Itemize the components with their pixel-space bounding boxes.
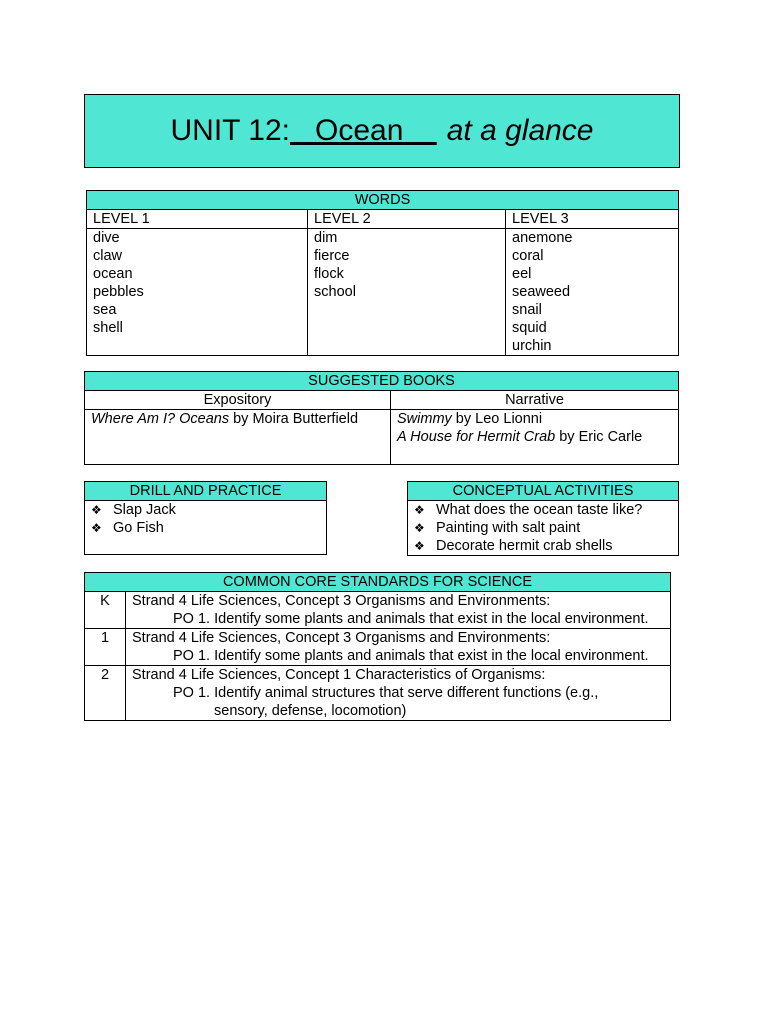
word: seaweed — [512, 284, 571, 300]
conceptual-items — [408, 501, 679, 556]
book-author: by Eric Carle — [555, 429, 643, 445]
bullet-icon: ❖ — [91, 521, 102, 535]
level-2-words — [308, 229, 506, 356]
drill-items — [85, 501, 327, 555]
expository-label: Expository — [85, 391, 391, 410]
list-item — [414, 501, 672, 519]
narrative-books — [391, 410, 679, 465]
level-3-label: LEVEL 3 — [506, 210, 679, 229]
book-title: Where Am I? Oceans — [91, 411, 230, 427]
book-title: Swimmy — [397, 411, 452, 427]
title-suffix: at a glance — [446, 114, 594, 147]
word: ocean — [93, 266, 133, 282]
word: squid — [512, 320, 547, 336]
item-text: Go Fish — [113, 520, 164, 536]
item-text: Decorate hermit crab shells — [436, 538, 613, 554]
list-item — [91, 519, 320, 537]
bullet-icon: ❖ — [414, 521, 425, 535]
book-author: by Moira Butterfield — [229, 411, 359, 427]
word: flock — [314, 266, 344, 282]
book-entry — [397, 428, 672, 446]
standards-table — [84, 572, 671, 721]
grade-cell: 1 — [85, 629, 126, 666]
title-prefix: UNIT 12: — [170, 114, 290, 147]
drill-practice-table — [84, 481, 327, 555]
title-subject: Ocean — [289, 114, 437, 147]
item-text: Painting with salt paint — [436, 520, 581, 536]
expository-books — [85, 410, 391, 465]
book-entry — [91, 410, 384, 428]
book-author: by Leo Lionni — [451, 411, 543, 427]
level-1-words — [87, 229, 308, 356]
list-item — [414, 537, 672, 555]
word: urchin — [512, 338, 552, 354]
word: sea — [93, 302, 117, 318]
drill-heading: DRILL AND PRACTICE — [85, 482, 327, 501]
word: pebbles — [93, 284, 144, 300]
unit-title — [84, 94, 680, 168]
word: fierce — [314, 248, 350, 264]
books-heading: SUGGESTED BOOKS — [85, 372, 679, 391]
conceptual-heading: CONCEPTUAL ACTIVITIES — [408, 482, 679, 501]
list-item — [414, 519, 672, 537]
list-item — [91, 501, 320, 519]
book-title: A House for Hermit Crab — [397, 429, 556, 445]
word: dim — [314, 230, 338, 246]
level-2-label: LEVEL 2 — [308, 210, 506, 229]
word: snail — [512, 302, 542, 318]
word: shell — [93, 320, 123, 336]
word: school — [314, 284, 356, 300]
grade-cell: K — [85, 592, 126, 629]
grade-cell: 2 — [85, 666, 126, 721]
word: claw — [93, 248, 123, 264]
bullet-icon: ❖ — [91, 503, 102, 517]
conceptual-activities-table — [407, 481, 679, 556]
word: dive — [93, 230, 120, 246]
level-1-label: LEVEL 1 — [87, 210, 308, 229]
strand-text: Strand 4 Life Sciences, Concept 3 Organisms and Environments: — [132, 630, 551, 646]
word: anemone — [512, 230, 573, 246]
bullet-icon: ❖ — [414, 503, 425, 517]
item-text: Slap Jack — [113, 502, 176, 518]
narrative-label: Narrative — [391, 391, 679, 410]
po-text: PO 1. Identify some plants and animals that exist in the local environment. — [173, 611, 649, 627]
po-continuation: sensory, defense, locomotion) — [214, 703, 407, 719]
strand-text: Strand 4 Life Sciences, Concept 3 Organisms and Environments: — [132, 593, 551, 609]
standard-cell — [126, 629, 671, 666]
standards-heading: COMMON CORE STANDARDS FOR SCIENCE — [85, 573, 671, 592]
words-table — [86, 190, 679, 356]
standard-cell — [126, 592, 671, 629]
item-text: What does the ocean taste like? — [436, 502, 643, 518]
word: coral — [512, 248, 544, 264]
po-text: PO 1. Identify animal structures that serve different functions (e.g., — [173, 685, 599, 701]
po-text: PO 1. Identify some plants and animals that exist in the local environment. — [173, 648, 649, 664]
bullet-icon: ❖ — [414, 539, 425, 553]
strand-text: Strand 4 Life Sciences, Concept 1 Characteristics of Organisms: — [132, 667, 546, 683]
words-heading: WORDS — [87, 191, 679, 210]
standard-cell — [126, 666, 671, 721]
level-3-words — [506, 229, 679, 356]
word: eel — [512, 266, 532, 282]
suggested-books-table — [84, 371, 679, 465]
book-entry — [397, 410, 672, 428]
